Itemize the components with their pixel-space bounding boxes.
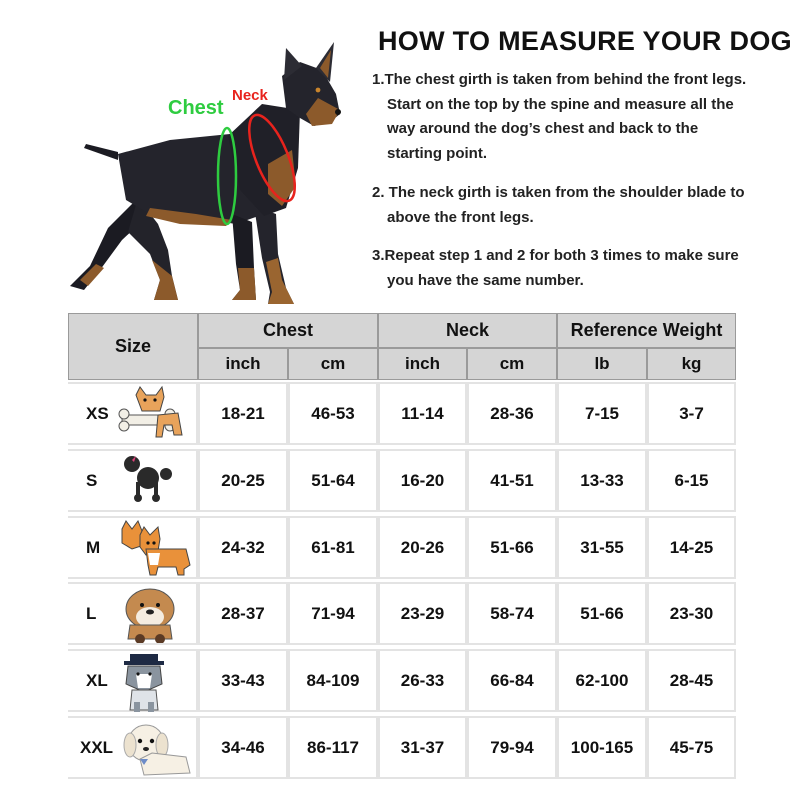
step-1-line-4: starting point.: [387, 144, 487, 162]
value-cell-cm: 46-53: [290, 384, 376, 443]
value-cell-inch: 23-29: [380, 584, 465, 643]
value-cell-cm: 51-66: [469, 518, 555, 577]
group-header-2: Reference Weight: [557, 313, 736, 348]
unit-header-2: inch: [378, 348, 467, 380]
group-header-0: Chest: [198, 313, 378, 348]
instruction-step-3: [372, 244, 792, 293]
value-cell-lb: 13-33: [559, 451, 645, 510]
value-cell-lb: 7-15: [559, 384, 645, 443]
step-1-line-1: 1.The chest girth is taken from behind the front legs.: [372, 71, 747, 88]
instruction-step-2: [372, 181, 792, 230]
value-cell-cm: 58-74: [469, 584, 555, 643]
size-label: S: [86, 471, 98, 490]
size-cell: [68, 451, 196, 510]
size-label: XXL: [80, 738, 114, 757]
value-cell-inch: 24-32: [200, 518, 286, 577]
value-cell-kg: 45-75: [649, 718, 734, 777]
size-cell: [68, 584, 196, 643]
value-cell-cm: 41-51: [469, 451, 555, 510]
value-cell-cm: 61-81: [290, 518, 376, 577]
unit-header-5: kg: [647, 348, 736, 380]
dog-front-paw-tan: [232, 268, 256, 300]
value-cell-inch: 34-46: [200, 718, 286, 777]
unit-header-4: lb: [557, 348, 647, 380]
value-cell-inch: 31-37: [380, 718, 465, 777]
value-cell-lb: 62-100: [559, 651, 645, 710]
value-cell-inch: 26-33: [380, 651, 465, 710]
step-2-line-2: above the front legs.: [387, 208, 534, 226]
value-cell-cm: 84-109: [290, 651, 376, 710]
value-cell-lb: 100-165: [559, 718, 645, 777]
step-3-line-2: you have the same number.: [387, 271, 584, 289]
step-1-line-3: way around the dog’s chest and back to the: [387, 120, 699, 137]
value-cell-kg: 6-15: [649, 451, 734, 510]
value-cell-inch: 20-26: [380, 518, 465, 577]
value-cell-inch: 28-37: [200, 584, 286, 643]
size-cell: [68, 718, 196, 777]
unit-header-3: cm: [467, 348, 557, 380]
corgis-icon: [118, 519, 194, 582]
dog-nose: [335, 109, 341, 115]
doberman-measuring-illustration: [0, 18, 370, 308]
value-cell-cm: 28-36: [469, 384, 555, 443]
value-cell-cm: 86-117: [290, 718, 376, 777]
step-2-line-1: 2. The neck girth is taken from the shoulder blade to: [372, 184, 745, 201]
value-cell-kg: 23-30: [649, 584, 734, 643]
value-cell-inch: 33-43: [200, 651, 286, 710]
value-cell-kg: 28-45: [649, 651, 734, 710]
size-column-header: Size: [68, 313, 198, 380]
puppy-icon: [122, 719, 192, 782]
bulldog-icon: [118, 585, 182, 648]
step-3-line-1: 3.Repeat step 1 and 2 for both 3 times to make sure: [372, 247, 739, 264]
size-label: L: [86, 604, 97, 623]
value-cell-lb: 51-66: [559, 584, 645, 643]
dog-eye: [316, 88, 321, 93]
size-label: M: [86, 538, 101, 557]
instruction-step-1: [372, 68, 792, 166]
size-cell: [68, 384, 196, 443]
value-cell-cm: 71-94: [290, 584, 376, 643]
size-label: XL: [86, 671, 108, 690]
value-cell-cm: 66-84: [469, 651, 555, 710]
value-cell-kg: 14-25: [649, 518, 734, 577]
chihuahua-with-bone-icon: [118, 385, 190, 446]
chest-label: Chest: [168, 97, 224, 119]
group-header-1: Neck: [378, 313, 557, 348]
dog-tail: [84, 144, 118, 160]
size-cell: [68, 651, 196, 710]
value-cell-inch: 11-14: [380, 384, 465, 443]
value-cell-cm: 79-94: [469, 718, 555, 777]
value-cell-inch: 16-20: [380, 451, 465, 510]
unit-header-0: inch: [198, 348, 288, 380]
size-chart-table: [68, 313, 736, 783]
size-cell: [68, 518, 196, 577]
poodle-icon: [118, 452, 178, 507]
value-cell-inch: 20-25: [200, 451, 286, 510]
step-1-line-2: Start on the top by the spine and measure all the: [387, 95, 734, 113]
neck-label: Neck: [232, 87, 268, 104]
page-title: HOW TO MEASURE YOUR DOG: [378, 26, 792, 56]
value-cell-kg: 3-7: [649, 384, 734, 443]
value-cell-inch: 18-21: [200, 384, 286, 443]
value-cell-lb: 31-55: [559, 518, 645, 577]
value-cell-cm: 51-64: [290, 451, 376, 510]
unit-header-1: cm: [288, 348, 378, 380]
husky-with-hat-icon: [118, 652, 170, 719]
size-label: XS: [86, 404, 109, 423]
